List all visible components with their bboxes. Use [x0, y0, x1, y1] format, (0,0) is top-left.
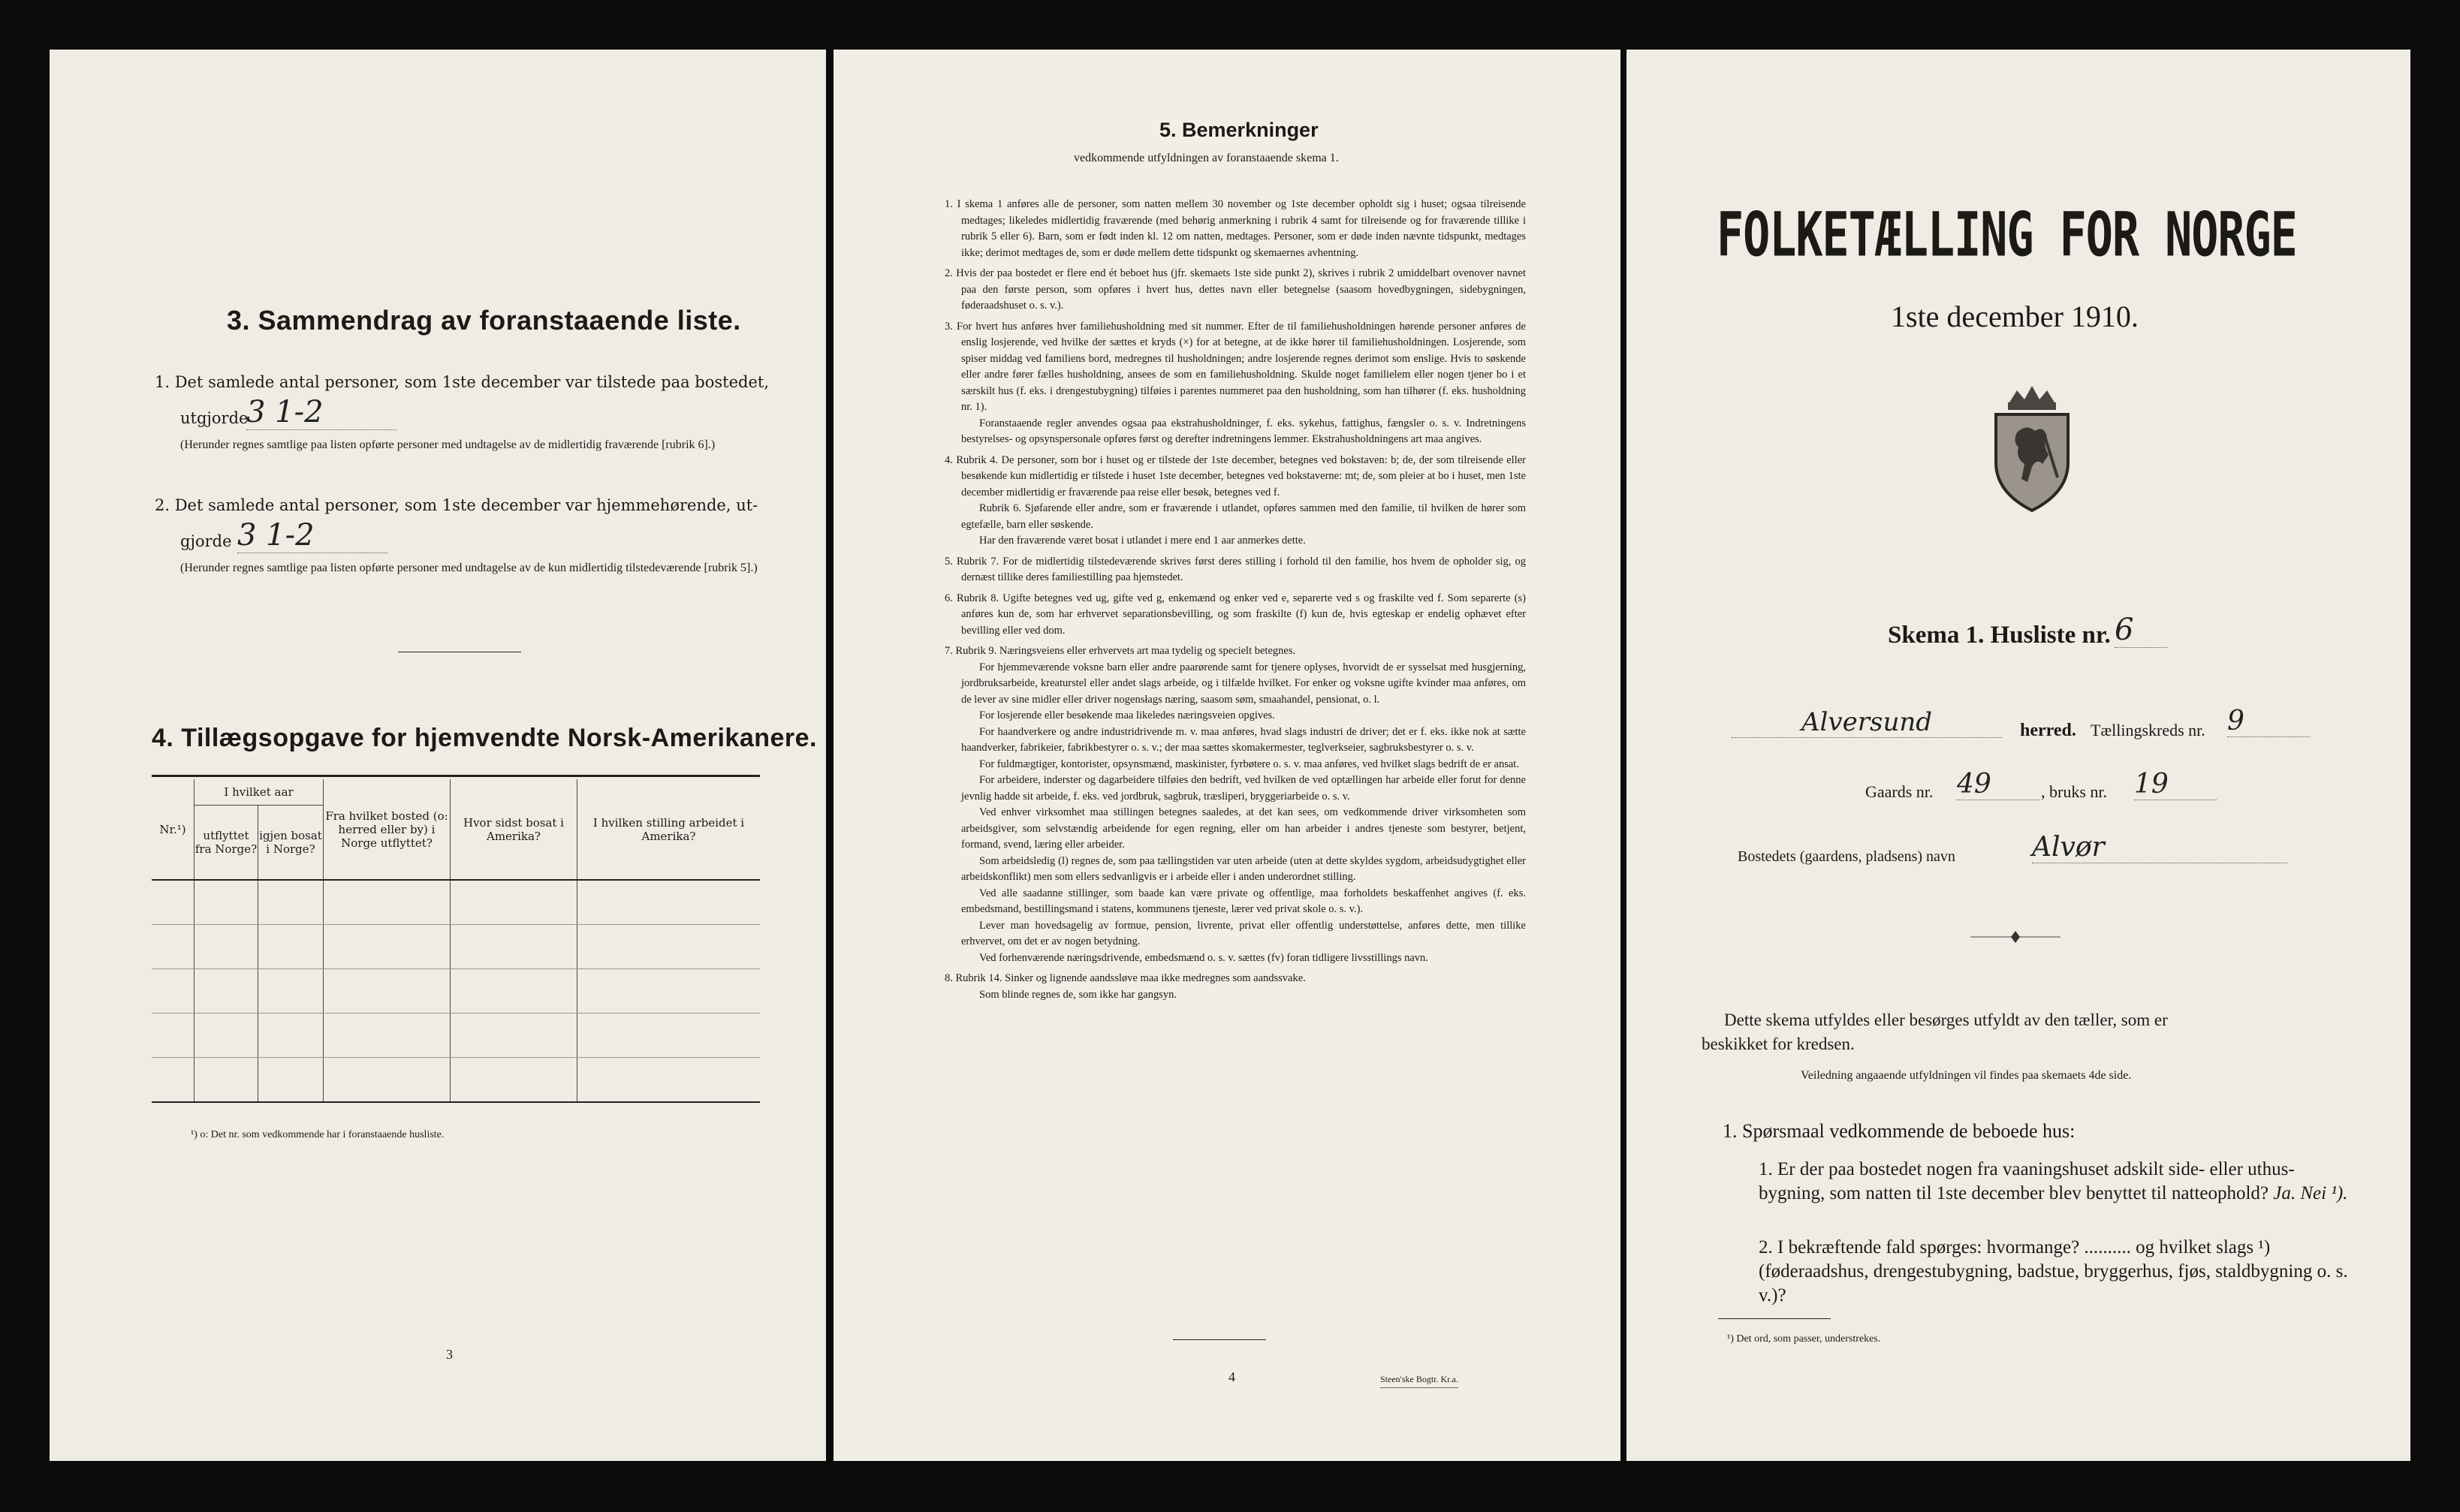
remark-paragraph: Ved forhenværende næringsdrivende, embedsmænd o. s. v. sættes (fv) foran tidligere livsstillings navn. — [979, 951, 1428, 964]
remarks-title: 5. Bemerkninger — [1159, 119, 1319, 141]
remark-paragraph: 2. Hvis der paa bostedet er flere end ét beboet hus (jfr. skemaets 1ste side punkt 2), skrives i rubrik 2 umiddelbart ovenover navnet paa den første person, som opføres i hvert hus, dettes navn eller betegnelse (saasom hovedbygningen, sidebygningen, føderaadshuset o. s. v.). — [945, 267, 1526, 312]
gaards-value: 49 — [1957, 769, 2039, 800]
skema-label: Skema 1. Husliste nr. — [1888, 622, 2111, 649]
printer-credit: Steen'ske Bogtr. Kr.a. — [1380, 1374, 1458, 1388]
item1-prefix: utgjorde — [180, 409, 249, 427]
item2-prefix: gjorde — [180, 532, 232, 550]
remark-paragraph: For fuldmægtiger, kontorister, opsynsmænd, maskinister, fyrbøtere o. s. v. maa anføres, ved hvilket slags bedrift de er ansat. — [979, 758, 1519, 770]
remark-paragraph: Rubrik 6. Sjøfarende eller andre, som er fraværende i utlandet, opføres sammen med den familie, til hvilken de hører som egtefælle, barn eller søskende. — [961, 502, 1526, 531]
table-row — [152, 969, 760, 1014]
col-stilling: I hvilken stilling arbeidet i Amerika? — [577, 779, 761, 880]
bosted-value: Alvør — [2032, 832, 2287, 863]
question-1 — [1759, 1158, 2359, 1206]
col-fra: Fra hvilket bosted (o: herred eller by) i Norge utflyttet? — [324, 779, 451, 880]
remark-paragraph: Lever man hovedsagelig av formue, pension, livrente, privat eller offentlig understøttelse, anføres dette, men tillike erhvervet, om det er av nogen betydning. — [961, 919, 1526, 947]
footnote: ¹) Det ord, som passer, understrekes. — [1727, 1333, 1881, 1345]
remark-paragraph: Foranstaaende regler anvendes ogsaa paa ekstrahusholdninger, f. eks. sykehus, fattighus, fængsler o. s. v. Indretningens bestyrelses- og opsynspersonale opføres først og derefter indretningens lemmer. Ekstrahusholdningens art maa angives. — [961, 417, 1526, 445]
item2-value: 3 1-2 — [237, 518, 387, 553]
page-number-3: 3 — [446, 1347, 453, 1362]
table-row — [152, 880, 760, 925]
kreds-value: 9 — [2227, 706, 2310, 737]
remark-paragraph: Som blinde regnes de, som ikke har gangsyn. — [979, 988, 1177, 1001]
section-4-title: 4. Tillægsopgave for hjemvendte Norsk-Amerikanere. — [152, 724, 817, 752]
remark-paragraph: For arbeidere, inderster og dagarbeidere tilføies den bedrift, ved hvilken de ved optællingen har arbeide eller forut for denne jevnlig hadde sit arbeide, f. eks. ved jordbruk, sagbruk, træsliperi, bryggeriarbeide o. s. v. — [961, 774, 1526, 803]
bruks-label: , bruks nr. — [2041, 782, 2107, 801]
col-nr: Nr.¹) — [152, 779, 194, 880]
husliste-nr: 6 — [2115, 613, 2167, 648]
col-group-label: I hvilket aar — [194, 779, 323, 806]
remarks-list — [945, 192, 1526, 1003]
page-number-4: 4 — [1228, 1369, 1235, 1384]
herred-value: Alversund — [1732, 707, 2002, 738]
remark-paragraph: 7. Rubrik 9. Næringsveiens eller erhvervets art maa tydelig og specielt betegnes. — [945, 645, 1296, 657]
item1-line1: 1. Det samlede antal personer, som 1ste december var tilstede paa bostedet, — [155, 373, 770, 391]
item2-note: (Herunder regnes samtlige paa listen opførte personer med undtagelse av de kun midlertidig tilstedeværende [rubrik 5].) — [180, 562, 758, 574]
remark-paragraph: Har den fraværende været bosat i utlandet i mere end 1 aar anmerkes dette. — [979, 535, 1306, 547]
remark-paragraph: For haandverkere og andre industridrivende m. v. maa anføres, hvad slags industri de driver; det er f. eks. ikke nok at sætte haandverker, fabrikeier, fabrikbestyrer o. s. v.; der maa sættes skomakermester, teglverkseier, sagbruksbestyrer o. s. v. — [961, 725, 1526, 754]
page-1 — [1626, 50, 2410, 1461]
remark-paragraph: For hjemmeværende voksne barn eller andre paarørende samt for tjenere oplyses, hvorvidt de er sysselsat med husgjerning, jordbruksarbeide, kreaturstel eller andet slags arbeide, og i tilfælde hvilket. For enker og voksne ugifte kvinder maa anføres, om de lever av sine midler eller driver nogensłags næring, saasom søm, smaahandel, pensionat, o. l. — [961, 661, 1526, 706]
page-4 — [834, 50, 1620, 1461]
table-footnote: ¹) o: Det nr. som vedkommende har i foranstaaende husliste. — [191, 1129, 445, 1140]
table-row — [152, 1014, 760, 1058]
section-3-title: 3. Sammendrag av foranstaaende liste. — [227, 305, 741, 336]
table-row — [152, 1058, 760, 1103]
questions-heading: 1. Spørsmaal vedkommende de beboede hus: — [1723, 1120, 2076, 1142]
remark-paragraph: Som arbeidsledig (l) regnes de, som paa tællingstiden var uten arbeide (uten at dette skyldes sygdom, arbeidsudygtighet eller arbeidskonflikt) men som ellers sedvanligvis er i arbeide eller i anden underordnet stilling. — [961, 854, 1526, 883]
item2-line1: 2. Det samlede antal personer, som 1ste december var hjemmehørende, ut- — [155, 496, 758, 514]
page-3 — [50, 50, 826, 1461]
ornament-icon — [1970, 928, 2061, 946]
question-1-text: 1. Er der paa bostedet nogen fra vaaningshuset adskilt side- eller uthus-bygning, som natten til 1ste december blev benyttet til natteophold? — [1759, 1159, 2295, 1203]
bruks-value: 19 — [2134, 769, 2217, 800]
remark-paragraph: Ved enhver virksomhet maa stillingen betegnes saaledes, at det kan sees, om vedkommende driver virksomheten som arbeidsgiver, som selvstændig arbeidende for egen regning, eller om han arbeider i andres tjeneste som bestyrer, betjent, formand, svend, læring eller arbeider. — [961, 806, 1526, 851]
item1-value: 3 1-2 — [246, 395, 396, 430]
remark-paragraph: 6. Rubrik 8. Ugifte betegnes ved ug, gifte ved g, enkemænd og enker ved e, separerte ved s og fraskilte ved f. Som separerte (s) anføres kun de, som har erhvervet separationsbevilling, og som fraskilte (f) kun de, hvis egteskap er endelig ophævet efter bevilling eller ved dom. — [945, 592, 1526, 637]
col-group — [194, 779, 324, 880]
item1-note: (Herunder regnes samtlige paa listen opførte personer med undtagelse av de midlertidig fraværende [rubrik 6].) — [180, 438, 716, 451]
gaards-label: Gaards nr. — [1865, 782, 1934, 801]
remark-paragraph: Ved alle saadanne stillinger, som baade kan være private og offentlige, maa forholdets beskaffenhet angives (f. eks. embedsmand, bestillingsmand i statens, kommunens tjeneste, lærer ved privat skole o. s. v.). — [961, 887, 1526, 915]
instruction-line2: beskikket for kredsen. — [1702, 1035, 1855, 1053]
herred-label: herred. — [2020, 721, 2076, 740]
remark-paragraph: 3. For hvert hus anføres hver familiehusholdning med sit nummer. Efter de til familiehusholdningen hørende personer anføres de enslig losjerende, ved hvilke der sættes et kryds (×) for at betegne, at de ikke hører til familiehusholdningen. Losjerende, som spiser middag ved familiens bord, medregnes til husholdningen; andre losjerende regnes derimot som enslige. Hvis to søskende eller andre fører fælles husholdning, ansees de som en familiehusholdning. Skulde noget familielem eller nogen tjener bo i et særskilt hus (f. eks. i drengestubygning) tilføies i parentes nummeret paa den husholdning, som han tilhører (f. eks. husholdning nr. 1). — [945, 320, 1526, 413]
remark-paragraph: For losjerende eller besøkende maa likeledes næringsveien opgives. — [979, 709, 1275, 721]
coat-of-arms-icon — [1979, 380, 2085, 515]
instruction-note: Veiledning angaaende utfyldningen vil findes paa skemaets 4de side. — [1801, 1069, 2132, 1082]
remark-paragraph: 8. Rubrik 14. Sinker og lignende aandssløve maa ikke medregnes som aandssvake. — [945, 972, 1306, 984]
census-date: 1ste december 1910. — [1891, 300, 2139, 333]
bosted-label: Bostedets (gaardens, pladsens) navn — [1738, 848, 1955, 865]
census-title: FOLKETÆLLING FOR NORGE — [1717, 200, 2297, 271]
kreds-label: Tællingskreds nr. — [2091, 721, 2205, 739]
end-rule — [1173, 1339, 1266, 1340]
footnote-rule — [1718, 1318, 1831, 1319]
remark-paragraph: 4. Rubrik 4. De personer, som bor i huset og er tilstede der 1ste december, betegnes ved bokstaven: b; de, der som tilreisende eller besøkende kun midlertidig er tilstede i huset 1ste december, betegnes ved bokstaverne: mt; de, som pleier at bo i huset, men 1ste december midlertidig er fraværende paa reise eller besøk, betegnes ved f. — [945, 453, 1526, 498]
col-utflyttet: utflyttet fra Norge? — [194, 806, 258, 879]
instruction-line1: Dette skema utfyldes eller besørges utfyldt av den tæller, som er — [1724, 1011, 2168, 1029]
remark-paragraph: 5. Rubrik 7. For de midlertidig tilstedeværende skrives først deres stilling i forhold til den familie, hos hvem de opholder sig, og dernæst tillike deres familiestilling paa hjemstedet. — [945, 555, 1526, 583]
question-2: 2. I bekræftende fald spørges: hvormange? .......... og hvilket slags ¹) (føderaadshus, drengestubygning, badstue, bryggerhus, fjøs, staldbygning o. s. v.)? — [1759, 1237, 2348, 1306]
table-top-rule — [152, 775, 760, 777]
table-row — [152, 925, 760, 969]
remark-paragraph: 1. I skema 1 anføres alle de personer, som natten mellem 30 november og 1ste december opholdt sig i huset; ogsaa tilreisende medtages; likeledes midlertidig fraværende (med behørig anmerkning i rubrik 4 samt for tilreisende og for fraværende tillike i rubrik 5 eller 6). Barn, som er født inden kl. 12 om natten, medtages. Personer, som er døde inden nævnte tidspunkt, medtages ikke; derimot medtages de, som er døde mellem dette tidspunkt og skemaernes avhentning. — [945, 198, 1526, 259]
question-1-answer: Ja. Nei ¹). — [2273, 1183, 2348, 1203]
norsk-amerikanere-table — [152, 779, 760, 1103]
remarks-subtitle: vedkommende utfyldningen av foranstaaende skema 1. — [1074, 152, 1339, 164]
col-hvor: Hvor sidst bosat i Amerika? — [451, 779, 577, 880]
col-igjen: igjen bosat i Norge? — [259, 829, 322, 856]
